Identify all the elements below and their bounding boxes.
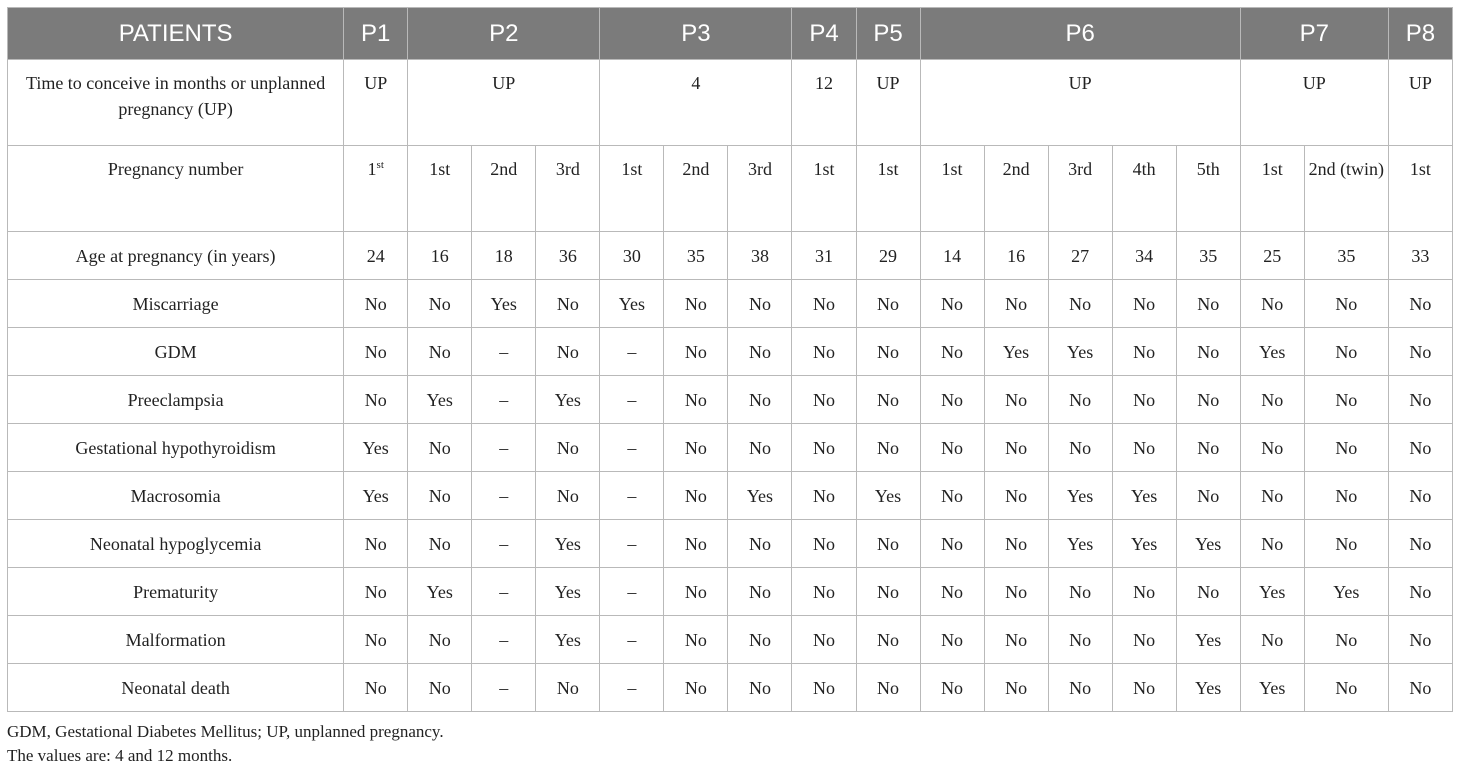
table-cell: No — [984, 280, 1048, 328]
table-cell: 18 — [472, 232, 536, 280]
time-to-conceive-cell: UP — [1240, 60, 1388, 146]
table-cell: No — [984, 664, 1048, 712]
table-cell: No — [344, 520, 408, 568]
table-cell: No — [1304, 280, 1388, 328]
table-cell: Yes — [536, 376, 600, 424]
table-cell: No — [1304, 376, 1388, 424]
row-label: Malformation — [8, 616, 344, 664]
table-cell: 35 — [1176, 232, 1240, 280]
table-row — [8, 664, 1453, 712]
patient-header-p6: P6 — [920, 8, 1240, 60]
table-cell: Yes — [344, 424, 408, 472]
table-cell: No — [728, 568, 792, 616]
table-cell: No — [408, 424, 472, 472]
header-row — [8, 8, 1453, 60]
table-cell: No — [408, 280, 472, 328]
table-row — [8, 616, 1453, 664]
table-cell: No — [1048, 616, 1112, 664]
table-cell: No — [536, 328, 600, 376]
table-cell: 35 — [1304, 232, 1388, 280]
pregnancy-number-text: 2nd — [1002, 159, 1030, 179]
table-cell: No — [984, 472, 1048, 520]
table-cell: No — [728, 664, 792, 712]
pregnancy-number-text: 3rd — [1068, 159, 1093, 179]
table-cell: No — [1304, 328, 1388, 376]
table-cell: Yes — [408, 568, 472, 616]
table-cell: – — [600, 616, 664, 664]
pregnancy-number-cell — [536, 146, 600, 232]
table-cell: No — [1112, 664, 1176, 712]
pregnancy-number-cell — [1240, 146, 1304, 232]
patient-header-p5: P5 — [856, 8, 920, 60]
table-cell: Yes — [344, 472, 408, 520]
pregnancy-number-text: 1st — [621, 159, 643, 179]
table-cell: No — [1240, 376, 1304, 424]
table-cell: No — [536, 664, 600, 712]
table-cell: No — [920, 616, 984, 664]
table-cell: No — [792, 520, 856, 568]
table-cell: No — [1388, 664, 1452, 712]
table-cell: – — [472, 472, 536, 520]
table-cell: No — [664, 664, 728, 712]
table-row — [8, 520, 1453, 568]
table-footnotes — [7, 720, 1453, 768]
table-cell: – — [472, 376, 536, 424]
table-cell: No — [1112, 376, 1176, 424]
table-row — [8, 328, 1453, 376]
table-cell: Yes — [1112, 520, 1176, 568]
table-cell: – — [472, 616, 536, 664]
table-cell: Yes — [1176, 616, 1240, 664]
patient-header-p4: P4 — [792, 8, 856, 60]
table-cell: No — [1048, 376, 1112, 424]
table-cell: No — [792, 376, 856, 424]
pregnancy-number-text: 2nd — [682, 159, 710, 179]
table-cell: No — [1240, 280, 1304, 328]
table-cell: No — [792, 568, 856, 616]
table-cell: 16 — [408, 232, 472, 280]
row-label: GDM — [8, 328, 344, 376]
table-cell: – — [472, 568, 536, 616]
table-cell: – — [600, 472, 664, 520]
table-cell: – — [472, 520, 536, 568]
table-cell: No — [1388, 520, 1452, 568]
table-cell: No — [920, 520, 984, 568]
table-cell: No — [920, 664, 984, 712]
table-cell: Yes — [1176, 664, 1240, 712]
table-cell: No — [1176, 280, 1240, 328]
table-cell: Yes — [856, 472, 920, 520]
pregnancy-number-text: 2nd (twin) — [1308, 159, 1385, 179]
table-cell: No — [344, 376, 408, 424]
table-cell: No — [1176, 376, 1240, 424]
table-cell: No — [792, 328, 856, 376]
table-cell: Yes — [1112, 472, 1176, 520]
table-cell: Yes — [1240, 568, 1304, 616]
table-cell: – — [600, 664, 664, 712]
table-cell: No — [1388, 376, 1452, 424]
table-cell: No — [984, 568, 1048, 616]
table-cell: No — [1388, 328, 1452, 376]
table-cell: No — [728, 424, 792, 472]
table-cell: 29 — [856, 232, 920, 280]
row-label: Age at pregnancy (in years) — [8, 232, 344, 280]
table-cell: No — [1112, 568, 1176, 616]
table-cell: No — [728, 520, 792, 568]
table-cell: No — [344, 568, 408, 616]
table-cell: No — [1240, 520, 1304, 568]
table-cell: 16 — [984, 232, 1048, 280]
table-cell: No — [408, 520, 472, 568]
table-cell: 36 — [536, 232, 600, 280]
table-cell: 33 — [1388, 232, 1452, 280]
table-cell: – — [600, 520, 664, 568]
patient-header-p1: P1 — [344, 8, 408, 60]
table-cell: No — [920, 472, 984, 520]
table-cell: No — [408, 328, 472, 376]
table-cell: No — [984, 376, 1048, 424]
row-label: Preeclampsia — [8, 376, 344, 424]
table-cell: No — [408, 472, 472, 520]
pregnancy-number-cell — [856, 146, 920, 232]
table-cell: No — [664, 424, 728, 472]
table-cell: Yes — [600, 280, 664, 328]
pregnancy-number-cell — [664, 146, 728, 232]
time-to-conceive-cell: 4 — [600, 60, 792, 146]
table-cell: No — [536, 424, 600, 472]
pregnancy-number-cell — [1388, 146, 1452, 232]
pregnancy-number-cell — [344, 146, 408, 232]
table-cell: 34 — [1112, 232, 1176, 280]
table-cell: No — [1240, 424, 1304, 472]
time-to-conceive-cell: UP — [1388, 60, 1452, 146]
table-cell: No — [1388, 568, 1452, 616]
table-cell: No — [1240, 472, 1304, 520]
time-to-conceive-cell: 12 — [792, 60, 856, 146]
pregnancy-number-text: 5th — [1196, 159, 1220, 179]
row-label: Neonatal hypoglycemia — [8, 520, 344, 568]
table-row — [8, 376, 1453, 424]
pregnancy-number-cell — [472, 146, 536, 232]
pregnancy-number-cell — [1112, 146, 1176, 232]
table-cell: No — [344, 328, 408, 376]
time-to-conceive-cell: UP — [856, 60, 920, 146]
table-cell: – — [472, 328, 536, 376]
table-cell: 35 — [664, 232, 728, 280]
table-cell: No — [1240, 616, 1304, 664]
table-container — [7, 7, 1453, 768]
table-cell: No — [664, 328, 728, 376]
pregnancy-number-text: 1st — [429, 159, 451, 179]
table-cell: No — [792, 424, 856, 472]
pregnancy-number-text: 1st — [877, 159, 899, 179]
table-cell: – — [600, 328, 664, 376]
pregnancy-number-text: 1st — [941, 159, 963, 179]
table-cell: No — [1304, 424, 1388, 472]
table-cell: 30 — [600, 232, 664, 280]
table-cell: No — [1112, 280, 1176, 328]
table-cell: No — [856, 376, 920, 424]
pregnancy-number-text: 3rd — [555, 159, 580, 179]
pregnancy-number-cell — [1176, 146, 1240, 232]
table-cell: No — [792, 280, 856, 328]
table-cell: No — [856, 280, 920, 328]
time-to-conceive-cell: UP — [344, 60, 408, 146]
table-cell: Yes — [472, 280, 536, 328]
table-cell: No — [664, 616, 728, 664]
table-cell: No — [664, 472, 728, 520]
patient-header-p2: P2 — [408, 8, 600, 60]
table-cell: No — [664, 568, 728, 616]
table-cell: No — [344, 280, 408, 328]
table-row — [8, 232, 1453, 280]
table-cell: No — [1388, 280, 1452, 328]
table-row — [8, 472, 1453, 520]
table-cell: No — [1048, 280, 1112, 328]
table-cell: No — [1388, 424, 1452, 472]
pregnancy-number-text: 2nd — [490, 159, 518, 179]
table-cell: No — [536, 472, 600, 520]
table-cell: – — [600, 424, 664, 472]
table-cell: No — [1304, 472, 1388, 520]
table-cell: No — [536, 280, 600, 328]
table-cell: Yes — [1304, 568, 1388, 616]
table-cell: No — [1304, 520, 1388, 568]
row-label: Neonatal death — [8, 664, 344, 712]
table-cell: Yes — [536, 520, 600, 568]
table-cell: Yes — [1048, 328, 1112, 376]
pregnancy-number-cell — [408, 146, 472, 232]
table-cell: Yes — [984, 328, 1048, 376]
table-row — [8, 424, 1453, 472]
row-label: Gestational hypothyroidism — [8, 424, 344, 472]
table-cell: Yes — [1176, 520, 1240, 568]
table-cell: 25 — [1240, 232, 1304, 280]
table-cell: No — [1176, 328, 1240, 376]
pregnancy-number-text: 1st — [1409, 159, 1431, 179]
patient-header-p8: P8 — [1388, 8, 1452, 60]
table-cell: Yes — [1048, 520, 1112, 568]
table-cell: No — [728, 328, 792, 376]
pregnancy-number-text: 1st — [813, 159, 835, 179]
table-cell: Yes — [1240, 328, 1304, 376]
time-to-conceive-row — [8, 60, 1453, 146]
table-cell: No — [408, 616, 472, 664]
time-to-conceive-cell: UP — [408, 60, 600, 146]
table-cell: No — [664, 376, 728, 424]
table-cell: No — [856, 616, 920, 664]
table-cell: Yes — [728, 472, 792, 520]
table-cell: No — [1304, 664, 1388, 712]
table-cell: No — [344, 616, 408, 664]
table-cell: No — [408, 664, 472, 712]
table-cell: No — [1388, 616, 1452, 664]
row-label: Time to conceive in months or unplanned pregnancy (UP) — [8, 60, 344, 146]
table-cell: – — [600, 376, 664, 424]
pregnancy-number-cell — [920, 146, 984, 232]
pregnancy-number-text: 1st — [1261, 159, 1283, 179]
pregnancy-number-text: 4th — [1132, 159, 1156, 179]
table-cell: No — [856, 568, 920, 616]
table-cell: No — [920, 328, 984, 376]
patient-header-p7: P7 — [1240, 8, 1388, 60]
table-cell: No — [984, 520, 1048, 568]
table-cell: No — [920, 424, 984, 472]
table-cell: No — [664, 520, 728, 568]
pregnancy-number-cell — [728, 146, 792, 232]
pregnancy-number-text: 3rd — [747, 159, 772, 179]
table-cell: No — [920, 568, 984, 616]
row-label: Prematurity — [8, 568, 344, 616]
table-cell: Yes — [536, 616, 600, 664]
pregnancy-outcomes-table — [7, 7, 1453, 712]
patient-header-p3: P3 — [600, 8, 792, 60]
table-cell: No — [856, 328, 920, 376]
table-cell: No — [984, 424, 1048, 472]
table-cell: No — [1112, 424, 1176, 472]
table-cell: No — [728, 376, 792, 424]
table-row — [8, 568, 1453, 616]
table-cell: No — [856, 424, 920, 472]
table-cell: 38 — [728, 232, 792, 280]
table-cell: No — [664, 280, 728, 328]
row-label: Pregnancy number — [8, 146, 344, 232]
table-cell: No — [856, 664, 920, 712]
table-cell: 14 — [920, 232, 984, 280]
table-cell: No — [1048, 664, 1112, 712]
table-cell: No — [1048, 424, 1112, 472]
table-cell: No — [1048, 568, 1112, 616]
table-cell: No — [920, 280, 984, 328]
table-cell: No — [1112, 328, 1176, 376]
table-cell: No — [1176, 472, 1240, 520]
patients-header: PATIENTS — [8, 8, 344, 60]
table-cell: No — [856, 520, 920, 568]
table-cell: No — [920, 376, 984, 424]
pregnancy-number-cell — [1048, 146, 1112, 232]
table-cell: No — [1388, 472, 1452, 520]
row-label: Macrosomia — [8, 472, 344, 520]
pregnancy-number-row — [8, 146, 1453, 232]
table-cell: No — [792, 616, 856, 664]
table-cell: 27 — [1048, 232, 1112, 280]
ordinal-suffix: st — [376, 159, 384, 171]
table-cell: No — [728, 616, 792, 664]
table-cell: – — [600, 568, 664, 616]
pregnancy-number-cell — [1304, 146, 1388, 232]
table-cell: No — [792, 472, 856, 520]
footnote-abbreviations: GDM, Gestational Diabetes Mellitus; UP, unplanned pregnancy. — [7, 722, 444, 741]
table-cell: No — [1176, 424, 1240, 472]
table-cell: No — [984, 616, 1048, 664]
pregnancy-number-cell — [984, 146, 1048, 232]
table-cell: No — [1304, 616, 1388, 664]
pregnancy-number-text: 1 — [367, 159, 377, 179]
pregnancy-number-cell — [792, 146, 856, 232]
table-cell: 31 — [792, 232, 856, 280]
table-cell: No — [1176, 568, 1240, 616]
table-cell: 24 — [344, 232, 408, 280]
table-cell: Yes — [1240, 664, 1304, 712]
table-cell: – — [472, 664, 536, 712]
table-cell: No — [1112, 616, 1176, 664]
table-cell: Yes — [1048, 472, 1112, 520]
footnote-values: The values are: 4 and 12 months. — [7, 746, 233, 765]
table-cell: Yes — [408, 376, 472, 424]
time-to-conceive-cell: UP — [920, 60, 1240, 146]
table-cell: Yes — [536, 568, 600, 616]
pregnancy-number-cell — [600, 146, 664, 232]
table-cell: No — [344, 664, 408, 712]
table-cell: – — [472, 424, 536, 472]
table-cell: No — [728, 280, 792, 328]
table-row — [8, 280, 1453, 328]
row-label: Miscarriage — [8, 280, 344, 328]
table-cell: No — [792, 664, 856, 712]
